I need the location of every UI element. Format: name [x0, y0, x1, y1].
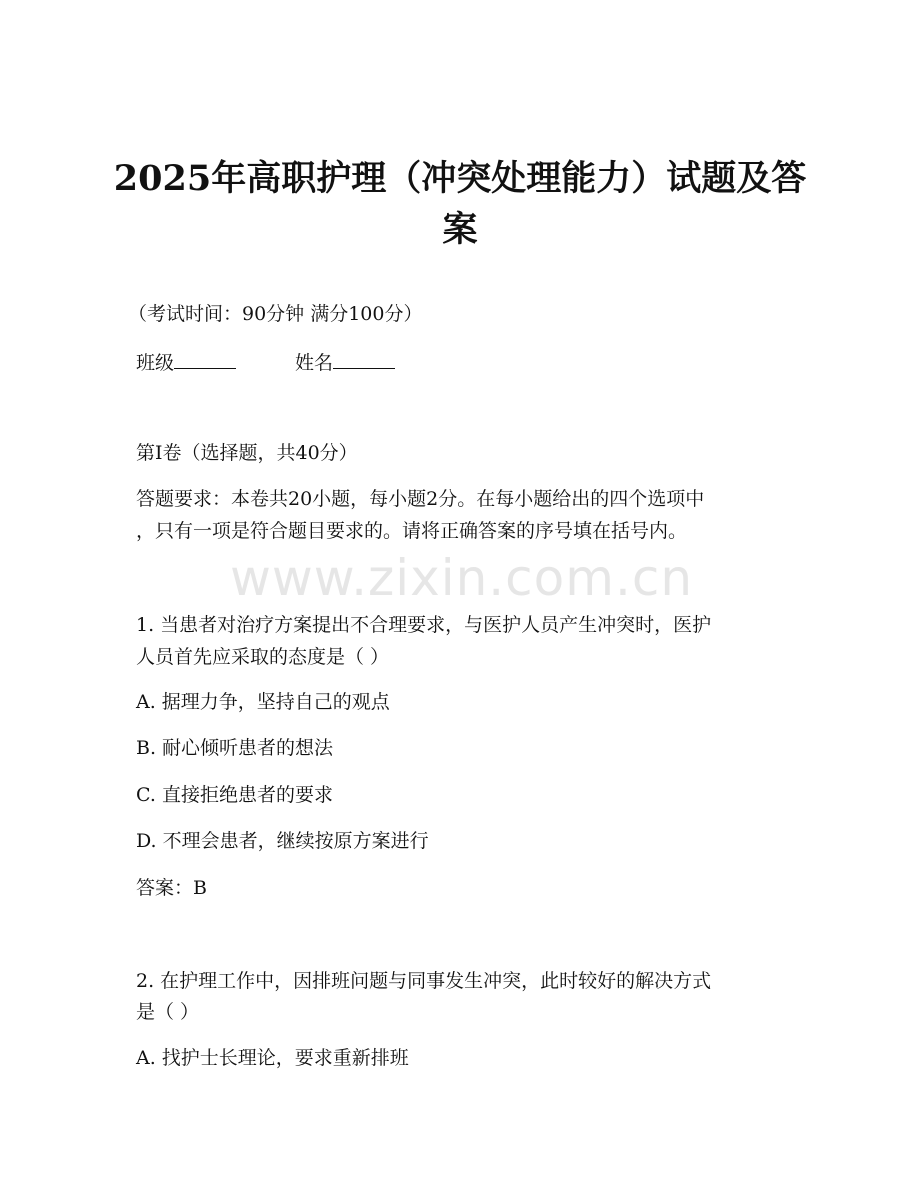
question-stem-line-2: 是（ ） [136, 1001, 200, 1023]
question-stem-line-1: 2. 在护理工作中，因排班问题与同事发生冲突，此时较好的解决方式 [136, 970, 712, 992]
name-field [295, 350, 920, 375]
answer: 答案：B [136, 877, 207, 899]
name-blank [333, 350, 395, 369]
option-b: B. 耐心倾听患者的想法 [136, 737, 334, 759]
option-d: D. 不理会患者，继续按原方案进行 [136, 830, 429, 852]
option-a: A. 找护士长理论，要求重新排班 [136, 1047, 409, 1069]
option-a: A. 据理力争，坚持自己的观点 [136, 691, 390, 713]
option-c: C. 直接拒绝患者的要求 [136, 784, 333, 806]
document-title-line-2: 案 [442, 209, 478, 250]
instructions-line-2: ，只有一项是符合题目要求的。请将正确答案的序号填在括号内。 [136, 520, 688, 542]
question-stem-line-2: 人员首先应采取的态度是（ ） [136, 646, 390, 668]
exam-info: （考试时间：90分钟 满分100分） [128, 303, 423, 325]
class-label: 班级 [136, 352, 175, 374]
question-stem-line-1: 1. 当患者对治疗方案提出不合理要求，与医护人员产生冲突时，医护 [136, 614, 712, 636]
document-title-line-1: 2025年高职护理（冲突处理能力）试题及答 [113, 158, 807, 199]
class-blank [174, 350, 236, 369]
watermark: www.zixin.com.cn [230, 549, 694, 607]
instructions-line-1: 答题要求：本卷共20小题，每小题2分。在每小题给出的四个选项中 [136, 488, 705, 510]
name-label: 姓名 [295, 352, 334, 374]
section-heading: 第I卷（选择题，共40分） [136, 442, 358, 464]
